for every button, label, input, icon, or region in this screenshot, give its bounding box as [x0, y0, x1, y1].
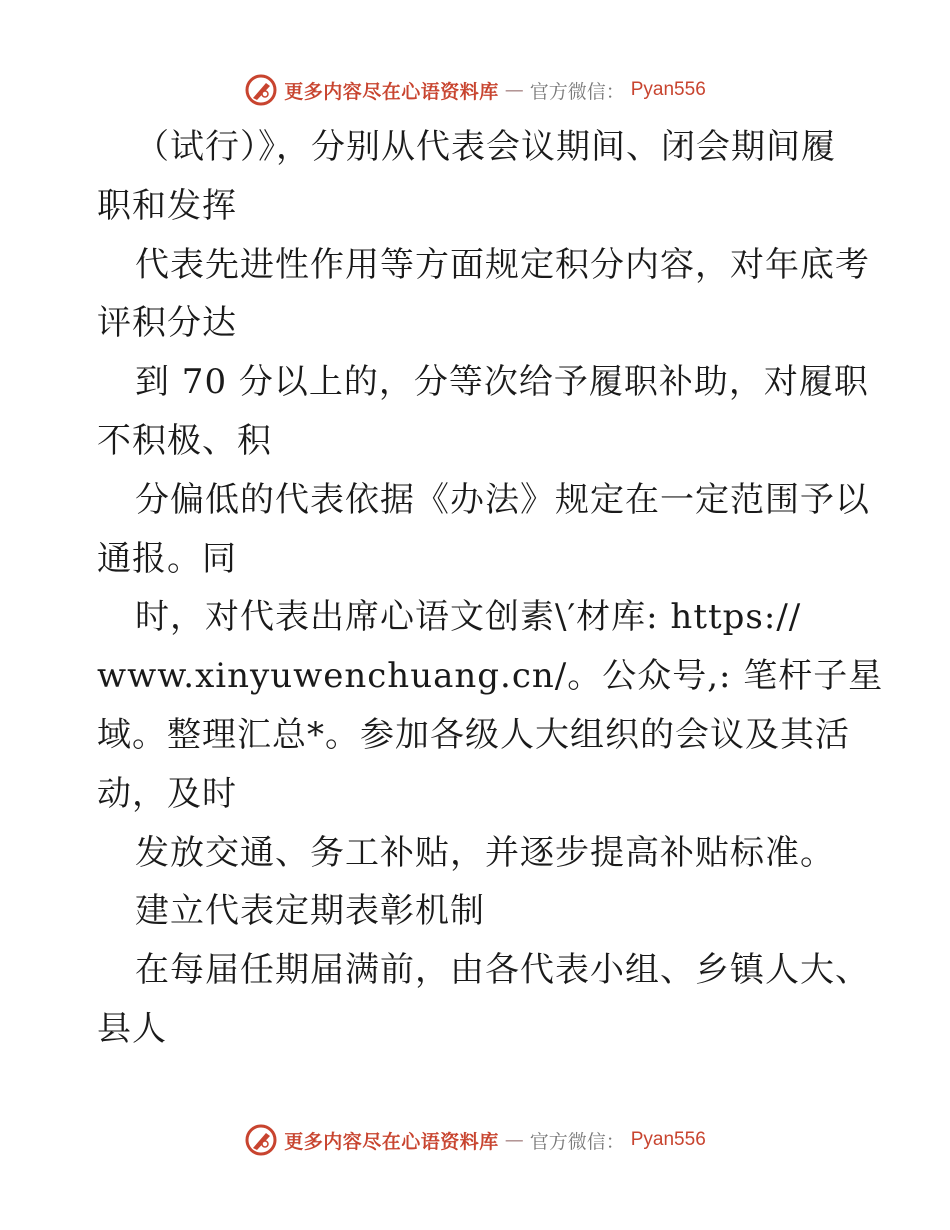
text-line: 通报。同: [97, 538, 237, 579]
watermark-wechat-id: Pyan556: [630, 1129, 706, 1150]
header-watermark: [0, 70, 950, 110]
text-line: 时，对代表出席心语文创素\′材库: https://: [135, 597, 802, 638]
text-line: 不积极、积: [97, 420, 272, 461]
text-line: 在每届任期届满前，由各代表小组、乡镇人大、: [135, 950, 870, 991]
text-line: 分偏低的代表依据《办法》规定在一定范围予以: [135, 479, 870, 520]
section-heading: 建立代表定期表彰机制: [135, 891, 485, 932]
document-body: [97, 118, 884, 1059]
text-line: 域。整理汇总*。参加各级人大组织的会议及其活: [97, 714, 850, 755]
watermark-dash: —: [504, 79, 524, 101]
text-line: 县人: [97, 1008, 167, 1049]
pen-circle-logo-icon: [244, 73, 278, 107]
text-line: （试行）》，分别从代表会议期间、闭会期间履: [135, 127, 836, 167]
text-line: 动，及时: [97, 773, 237, 814]
text-line: 到 70 分以上的，分等次给予履职补助，对履职: [135, 362, 869, 403]
text-line: 评积分达: [97, 303, 237, 344]
text-line: www.xinyuwenchuang.cn/。公众号,: 笔杆子星: [97, 656, 884, 697]
watermark-site-name: 更多内容尽在心语资料库: [284, 80, 499, 103]
text-line: 职和发挥: [97, 185, 237, 226]
pen-circle-logo-icon: [244, 1123, 278, 1157]
watermark-wechat-id: Pyan556: [630, 79, 706, 100]
watermark-site-name: 更多内容尽在心语资料库: [284, 1130, 499, 1153]
text-line: 代表先进性作用等方面规定积分内容，对年底考: [135, 244, 870, 285]
watermark-dash: —: [504, 1129, 524, 1151]
watermark-wechat-label: 官方微信：: [529, 1130, 625, 1153]
text-line: 发放交通、务工补贴，并逐步提高补贴标准。: [135, 832, 835, 873]
footer-watermark: [0, 1120, 950, 1160]
watermark-wechat-label: 官方微信：: [529, 80, 625, 103]
